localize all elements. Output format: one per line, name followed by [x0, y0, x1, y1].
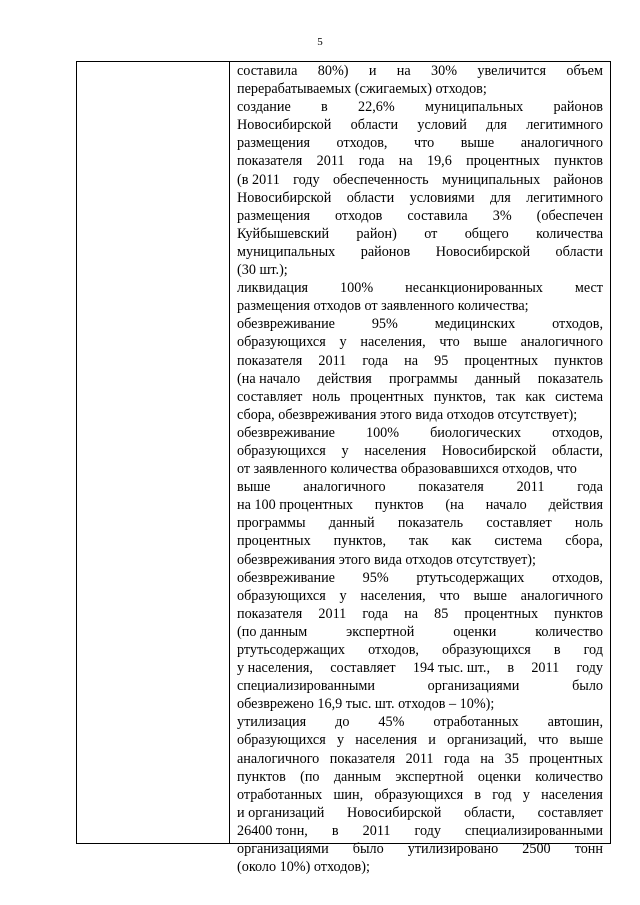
text-line: [237, 261, 603, 279]
text-line: [237, 569, 603, 587]
text-line: [237, 695, 603, 713]
text-word: утилизировано: [407, 841, 499, 858]
text-word: что: [413, 135, 435, 152]
text-line: [237, 750, 603, 768]
text-word: 194 тыс. шт.,: [412, 660, 490, 677]
text-word: шин,: [333, 786, 364, 803]
text-word: что: [439, 334, 460, 351]
text-word: выше: [473, 587, 507, 604]
text-word: года: [362, 352, 389, 369]
text-word: экспертной: [395, 768, 464, 785]
text-line: [237, 442, 603, 460]
text-word: 100%: [365, 424, 400, 441]
text-word: медицинских: [434, 316, 516, 333]
text-line: [237, 424, 603, 442]
text-word: от: [424, 225, 438, 242]
text-line: [237, 641, 603, 659]
text-word: показателя: [237, 352, 303, 369]
text-word: Новосибирской: [441, 442, 537, 459]
text-word: в: [331, 822, 339, 839]
text-word: Новосибирской: [346, 804, 442, 821]
text-word: экспертной: [346, 623, 415, 640]
text-word: пунктов: [554, 605, 603, 622]
text-word: до: [335, 714, 350, 731]
text-word: районов: [360, 243, 411, 260]
text-word: показатель: [397, 515, 464, 532]
text-word: (на: [445, 497, 464, 514]
page-number: 5: [317, 36, 323, 48]
text-word: для: [486, 117, 507, 134]
text-word: у населения,: [237, 660, 313, 677]
text-word: легитимного: [526, 189, 603, 206]
text-word: у: [339, 587, 347, 604]
text-line: [237, 98, 603, 116]
text-word: области,: [551, 442, 603, 459]
text-word: организаций,: [447, 732, 527, 749]
text-word: 80%): [317, 63, 349, 79]
text-word: система: [494, 533, 543, 550]
text-word: 95: [434, 352, 449, 369]
text-word: автошин,: [547, 714, 603, 731]
text-line: [237, 80, 603, 98]
text-line: [237, 352, 603, 370]
text-word: области: [555, 243, 603, 260]
text-word: населения,: [360, 587, 426, 604]
table-right-cell: [237, 62, 603, 876]
text-word: условиями: [409, 189, 475, 206]
text-line: [237, 822, 603, 840]
text-word: образующихся: [237, 334, 326, 351]
text-word: ртутьсодержащих: [237, 642, 345, 658]
text-word: года: [358, 153, 385, 170]
text-line: [237, 605, 603, 623]
text-word: ртутьсодержащих: [416, 569, 525, 586]
text-line: [237, 713, 603, 731]
text-word: легитимного: [526, 117, 603, 134]
text-word: аналогичного: [520, 587, 603, 604]
text-word: образующихся: [442, 642, 531, 658]
text-word: обезвреживания этого вида отходов отсутствует);: [237, 551, 536, 568]
text-word: 2011: [318, 352, 347, 369]
text-word: так: [408, 533, 429, 550]
text-word: (обеспечен: [536, 207, 603, 224]
text-word: 19,6: [426, 153, 452, 170]
text-line: [237, 514, 603, 532]
text-word: пунктов: [374, 497, 424, 514]
text-word: населения: [541, 786, 603, 803]
text-line: [237, 243, 603, 261]
text-word: аналогичного: [520, 334, 603, 351]
text-word: 2011: [362, 822, 391, 839]
text-word: аналогичного: [520, 135, 603, 152]
text-line: [237, 134, 603, 152]
text-word: населения: [364, 442, 427, 459]
text-word: 2011: [405, 750, 434, 767]
text-word: действия: [548, 497, 603, 514]
text-word: тонн: [574, 841, 603, 858]
text-word: 85: [434, 605, 449, 622]
text-line: [237, 840, 603, 858]
text-word: процентных: [464, 605, 539, 622]
text-word: 95%: [362, 569, 389, 586]
text-word: организациями: [237, 841, 329, 858]
text-word: размещения отходов от заявленного количества;: [237, 298, 529, 315]
text-word: мест: [574, 280, 603, 297]
text-line: [237, 370, 603, 388]
text-word: район): [356, 225, 397, 242]
text-line: [237, 333, 603, 351]
text-word: года: [444, 750, 470, 767]
text-word: 2011: [516, 479, 545, 496]
text-word: у: [339, 334, 347, 351]
text-word: данный: [328, 515, 375, 532]
text-word: 2500: [522, 841, 551, 858]
text-line: [237, 587, 603, 605]
text-line: [237, 659, 603, 677]
text-line: [237, 496, 603, 514]
text-word: в: [321, 99, 328, 116]
text-line: [237, 406, 603, 424]
text-word: увеличится: [477, 63, 547, 79]
text-word: так: [495, 388, 516, 405]
text-word: на: [404, 352, 419, 369]
text-word: отходов,: [552, 316, 603, 333]
text-word: программы: [237, 515, 306, 532]
text-word: пунктов: [554, 352, 603, 369]
text-line: [237, 804, 603, 822]
text-word: обезвреживание: [237, 569, 335, 586]
text-line: [237, 152, 603, 170]
text-word: году: [293, 171, 320, 188]
text-word: было: [352, 841, 384, 858]
text-word: 35: [504, 750, 519, 767]
text-word: образующихся: [237, 732, 326, 749]
text-word: что: [439, 587, 460, 604]
text-word: Новосибирской: [237, 189, 332, 206]
text-word: 100%: [340, 280, 374, 297]
text-word: выше: [460, 135, 495, 152]
text-word: показателя: [237, 605, 303, 622]
text-word: районов: [553, 171, 603, 188]
text-word: составляет: [237, 388, 303, 405]
text-word: и организаций: [237, 804, 325, 821]
text-word: количество: [535, 623, 603, 640]
text-line: [237, 207, 603, 225]
text-word: составляет: [330, 660, 396, 677]
text-word: данным: [333, 768, 382, 785]
text-word: составляет: [537, 804, 603, 821]
text-word: количества: [536, 225, 603, 242]
text-word: выше: [569, 732, 603, 749]
text-word: выше: [237, 479, 271, 496]
text-word: обезвреживание: [237, 316, 335, 333]
text-word: области: [350, 117, 399, 134]
text-word: отходов,: [368, 642, 419, 658]
text-word: несанкционированных: [405, 280, 543, 297]
text-line: [237, 478, 603, 496]
text-word: год: [583, 642, 603, 658]
text-word: организациями: [427, 678, 520, 695]
text-word: пунктов,: [333, 533, 386, 550]
text-word: у: [341, 442, 349, 459]
text-word: специализированными: [237, 678, 375, 695]
document-table: [76, 61, 611, 876]
text-line: [237, 62, 603, 80]
text-word: образующихся: [237, 587, 326, 604]
text-word: биологических: [430, 424, 522, 441]
text-word: 95%: [371, 316, 398, 333]
text-word: программы: [389, 370, 458, 387]
table-left-cell: [77, 62, 229, 843]
text-word: муниципальных: [425, 99, 524, 116]
text-line: [237, 677, 603, 695]
text-word: размещения: [237, 207, 311, 224]
text-word: районов: [553, 99, 603, 116]
text-line: [237, 532, 603, 550]
text-word: (по данным: [237, 623, 308, 640]
text-word: и: [368, 63, 377, 79]
text-word: общего: [464, 225, 509, 242]
text-word: Новосибирской: [435, 243, 531, 260]
text-word: (на начало: [237, 370, 301, 387]
text-word: оценки: [477, 768, 521, 785]
text-line: [237, 460, 603, 478]
text-word: образующихся: [237, 442, 326, 459]
text-word: обеспеченность: [332, 171, 429, 188]
text-word: области,: [464, 804, 515, 821]
text-word: 45%: [378, 714, 405, 731]
text-word: составила: [237, 63, 298, 79]
text-word: отработанных: [433, 714, 519, 731]
text-word: муниципальных: [237, 243, 336, 260]
text-word: обезвреживание: [237, 424, 335, 441]
text-word: отходов,: [336, 135, 388, 152]
text-word: для: [489, 189, 511, 206]
text-word: система: [555, 388, 603, 405]
text-word: отходов,: [552, 569, 603, 586]
text-word: на: [398, 153, 413, 170]
text-line: [237, 623, 603, 641]
text-word: создание: [237, 99, 291, 116]
text-line: [237, 786, 603, 804]
text-word: на: [404, 605, 419, 622]
text-word: у: [336, 732, 345, 749]
text-line: [237, 768, 603, 786]
text-word: количество: [535, 768, 603, 785]
text-line: [237, 171, 603, 189]
text-word: аналогичного: [303, 479, 386, 496]
text-word: 2011: [531, 660, 560, 677]
text-word: на 100 процентных: [237, 497, 353, 514]
text-word: 2011: [316, 153, 345, 170]
text-word: составила: [407, 207, 468, 224]
text-word: показателя: [329, 750, 396, 767]
text-word: показателя: [237, 153, 303, 170]
text-word: 3%: [492, 207, 512, 224]
text-word: процентных: [466, 153, 540, 170]
text-word: показатель: [537, 370, 603, 387]
text-word: размещения: [237, 135, 311, 152]
text-word: как: [451, 533, 472, 550]
text-word: (в 2011: [237, 171, 280, 188]
text-word: условий: [417, 117, 467, 134]
text-line: [237, 315, 603, 333]
text-word: составляет: [486, 515, 552, 532]
text-word: процентных: [237, 533, 311, 550]
text-word: (по: [300, 768, 320, 785]
text-word: как: [525, 388, 546, 405]
text-word: и: [428, 732, 436, 749]
text-word: отходов: [335, 207, 383, 224]
text-line: [237, 388, 603, 406]
text-word: отработанных: [237, 786, 323, 803]
column-divider: [229, 62, 230, 843]
text-word: оценки: [453, 623, 497, 640]
text-line: [237, 551, 603, 569]
text-line: [237, 731, 603, 749]
text-word: 30%: [431, 63, 458, 79]
text-word: процентных: [529, 750, 603, 767]
text-word: года: [362, 605, 389, 622]
text-word: на: [480, 750, 495, 767]
text-word: от заявленного количества образовавшихся отходов, что: [237, 461, 577, 478]
text-word: специализированными: [465, 822, 603, 839]
text-line: [237, 225, 603, 243]
text-word: населения: [355, 732, 418, 749]
text-word: обезврежено 16,9 тыс. шт. отходов – 10%);: [237, 696, 495, 713]
text-word: ликвидация: [237, 280, 309, 297]
text-word: году: [576, 660, 603, 677]
text-line: [237, 858, 603, 876]
text-word: перерабатываемых (сжигаемых) отходов;: [237, 81, 487, 98]
text-word: у: [522, 786, 530, 803]
text-word: области: [346, 189, 395, 206]
text-line: [237, 297, 603, 315]
text-word: отходов,: [552, 424, 603, 441]
text-word: процентных: [350, 388, 424, 405]
text-word: в: [474, 786, 482, 803]
text-word: году: [414, 822, 441, 839]
text-word: было: [572, 678, 603, 695]
text-word: данный: [474, 370, 521, 387]
text-word: объем: [566, 63, 603, 79]
text-word: Куйбышевский: [237, 225, 330, 242]
text-word: что: [538, 732, 559, 749]
text-word: ноль: [312, 388, 341, 405]
text-word: показателя: [418, 479, 484, 496]
text-word: пунктов: [237, 768, 286, 785]
text-word: Новосибирской: [237, 117, 332, 134]
text-word: процентных: [464, 352, 539, 369]
text-line: [237, 189, 603, 207]
text-word: аналогичного: [237, 750, 320, 767]
text-word: ноль: [574, 515, 603, 532]
text-word: сбора,: [565, 533, 603, 550]
text-word: 22,6%: [358, 99, 395, 116]
text-word: населения,: [360, 334, 426, 351]
text-word: муниципальных: [441, 171, 541, 188]
text-word: год: [492, 786, 512, 803]
text-line: [237, 279, 603, 297]
text-word: в: [553, 642, 561, 658]
text-word: 2011: [318, 605, 347, 622]
text-word: (около 10%) отходов);: [237, 859, 370, 876]
text-word: действия: [317, 370, 372, 387]
text-word: образующихся: [374, 786, 464, 803]
text-word: в: [507, 660, 515, 677]
text-word: года: [577, 479, 603, 496]
text-word: на: [396, 63, 411, 79]
text-word: пунктов: [554, 153, 603, 170]
text-word: (30 шт.);: [237, 262, 288, 279]
text-word: начало: [485, 497, 527, 514]
text-word: выше: [473, 334, 507, 351]
text-line: [237, 116, 603, 134]
text-word: утилизация: [237, 714, 307, 731]
text-word: 26400 тонн,: [237, 822, 308, 839]
text-word: пунктов,: [433, 388, 487, 405]
text-word: сбора, обезвреживания этого вида отходов отсутствует);: [237, 406, 578, 423]
